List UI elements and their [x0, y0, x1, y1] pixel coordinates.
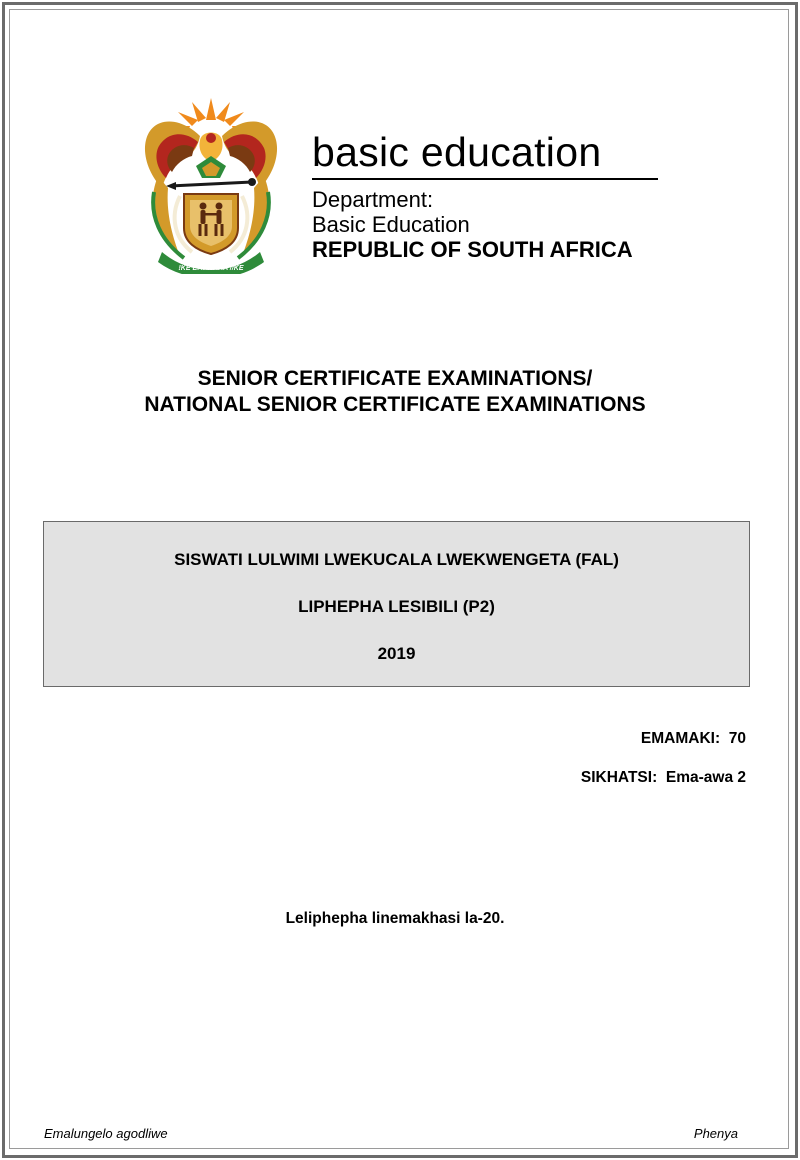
marks-line [641, 730, 746, 748]
department-label: Department: [312, 187, 434, 212]
time-line [581, 769, 746, 787]
coat-of-arms-emblem [140, 96, 282, 274]
exam-heading-line1: SENIOR CERTIFICATE EXAMINATIONS/ [197, 367, 593, 390]
exam-year: 2019 [377, 644, 416, 663]
page-count-note: Leliphepha linemakhasi la-20. [285, 910, 505, 927]
subject-box [43, 521, 750, 687]
marks-value: 70 [728, 730, 746, 747]
copyright-footer: Emalungelo agodliwe [44, 1126, 168, 1141]
brand-title: basic education [312, 129, 602, 175]
time-label: SIKHATSI: [580, 769, 658, 786]
time-value: Ema-awa 2 [665, 769, 746, 786]
exam-heading-line2: NATIONAL SENIOR CERTIFICATE EXAMINATIONS [144, 393, 646, 416]
motto-text: !KE E: /XARRA //KE [178, 265, 244, 272]
exam-heading [0, 366, 790, 418]
brand-rule [312, 178, 658, 180]
paper-title: LIPHEPHA LESIBILI (P2) [298, 597, 495, 616]
turn-over-footer: Phenya [693, 1126, 738, 1141]
brand-block [312, 128, 662, 262]
department-name: Basic Education [312, 212, 470, 237]
marks-label: EMAMAKI: [640, 730, 721, 747]
country-name: REPUBLIC OF SOUTH AFRICA [312, 237, 633, 262]
subject-title: SISWATI LULWIMI LWEKUCALA LWEKWENGETA (FAL) [174, 550, 619, 569]
